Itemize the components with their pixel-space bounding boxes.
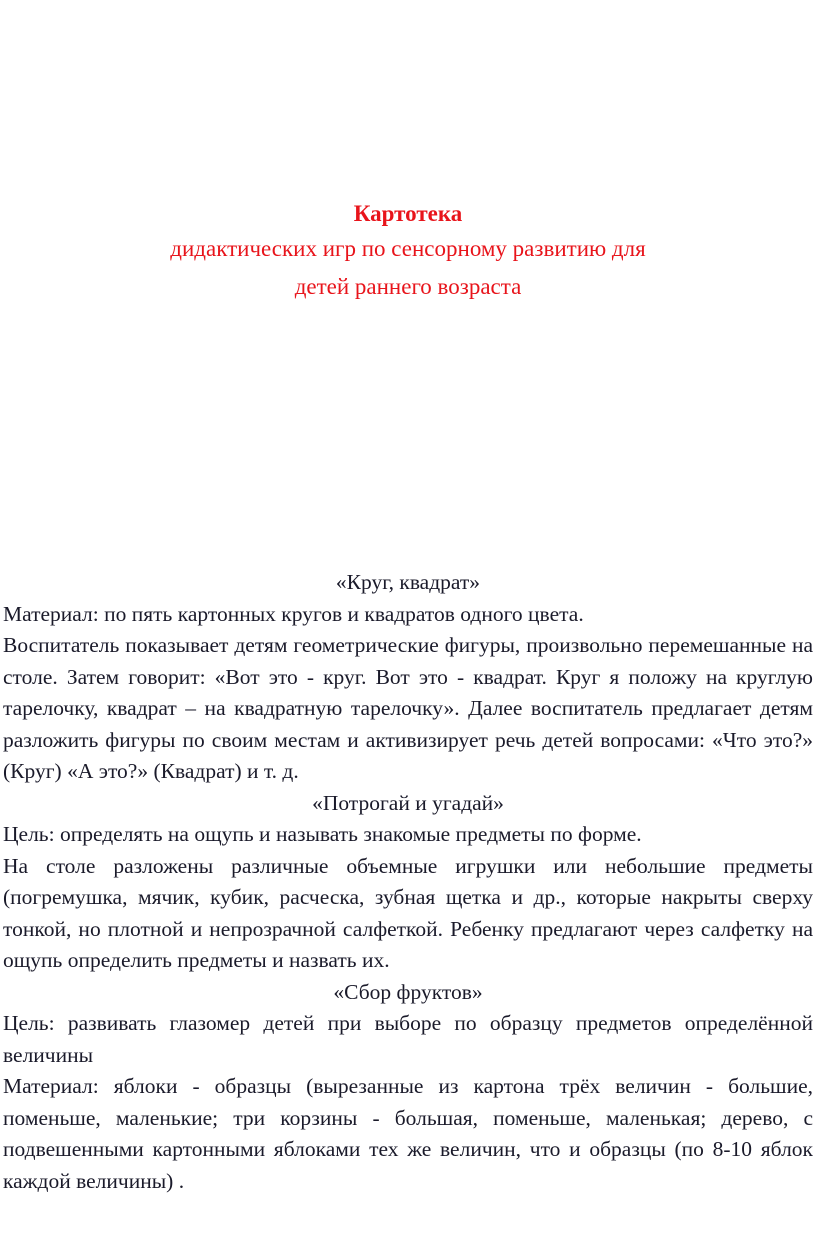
game-material: Материал: по пять картонных кругов и квадратов одного цвета.: [3, 601, 584, 626]
game-heading-touch-and-guess: «Потрогай и угадай»: [312, 790, 504, 815]
game-description: Воспитатель показывает детям геометрические фигуры, произвольно перемешанные на столе. Затем говорит: «Вот это - круг. Вот это - квадрат. Круг я положу на круглую тарелочку, квадрат – на квадратную тарелочку». Далее воспитатель предлагает детям разложить фигуры по своим местам и активизирует речь детей вопросами: «Что это?» (Круг) «А это?» (Квадрат) и т. д.: [3, 633, 813, 783]
document-subtitle-line-2: детей раннего возраста: [294, 274, 522, 299]
game-description: На столе разложены различные объемные игрушки или небольшие предметы (погремушка, мячик, кубик, расческа, зубная щетка и др., которые накрыты сверху тонкой, но плотной и непрозрачной салфеткой. Ребенку предлагают через салфетку на ощупь определить предметы и назвать их.: [3, 853, 813, 972]
game-material: Материал: яблоки - образцы (вырезанные из картона трёх величин - большие, поменьше, маленькие; три корзины - большая, поменьше, маленькая; дерево, с подвешенными картонными яблоками тех же величин, что и образцы (по 8-10 яблок каждой величины) .: [3, 1074, 813, 1193]
game-goal: Цель: развивать глазомер детей при выборе по образцу предметов определённой величины: [3, 1011, 813, 1067]
game-goal: Цель: определять на ощупь и называть знакомые предметы по форме.: [3, 822, 642, 846]
game-heading-circle-square: «Круг, квадрат»: [335, 570, 481, 594]
document-title: Картотека: [353, 201, 463, 226]
document-subtitle-line-1: дидактических игр по сенсорному развитию для: [170, 236, 646, 261]
title-block: [0, 198, 816, 306]
game-heading-fruit-picking: «Сбор фруктов»: [333, 979, 483, 1004]
document-body: [3, 567, 813, 1197]
